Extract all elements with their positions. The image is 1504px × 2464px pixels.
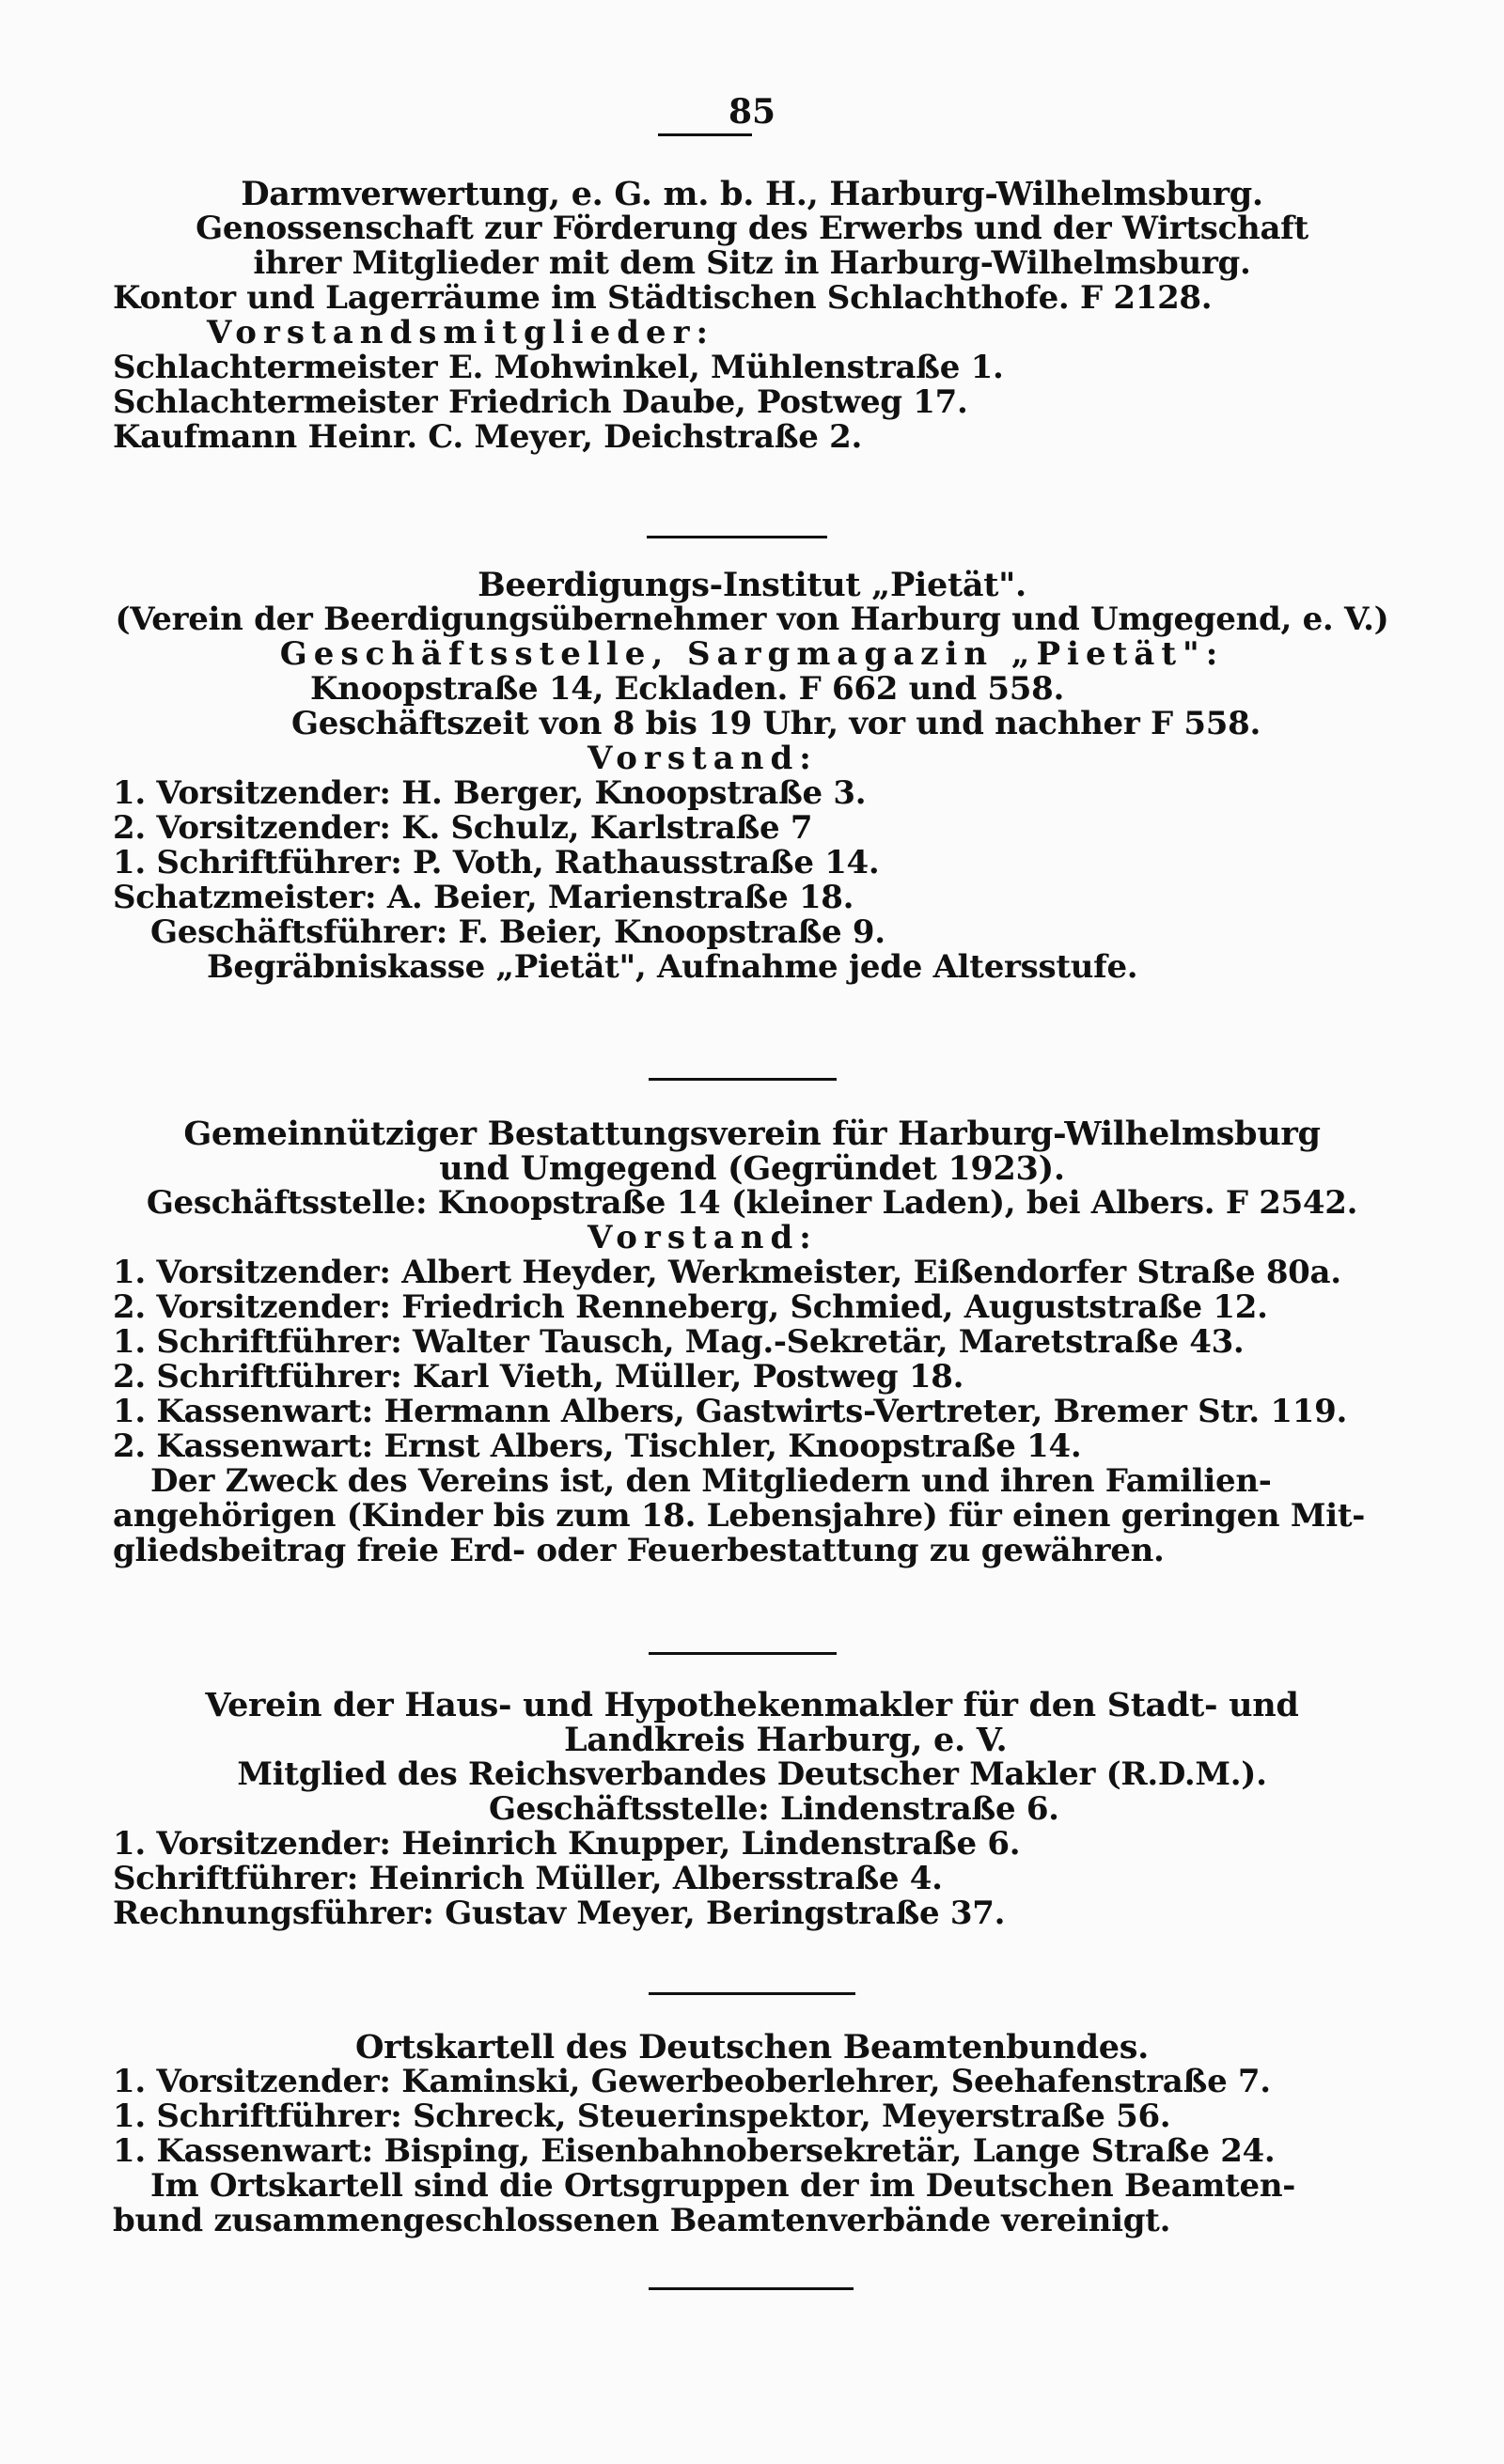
section-title: Landkreis Harburg, e. V. xyxy=(564,1721,1008,1759)
member-line: 1. Vorsitzender: Heinrich Knupper, Lindenstraße 6. xyxy=(113,1825,1021,1863)
member-line: Schriftführer: Heinrich Müller, Albersstraße 4. xyxy=(113,1860,943,1897)
purpose-line: angehörigen (Kinder bis zum 18. Lebensjahre) für einen geringen Mit- xyxy=(113,1497,1366,1535)
section-divider xyxy=(649,1078,837,1081)
member-line: Schlachtermeister Friedrich Daube, Postweg 17. xyxy=(113,383,968,421)
page-number: 85 xyxy=(728,92,776,132)
section-divider xyxy=(647,536,827,538)
section-subtitle: Genossenschaft zur Förderung des Erwerbs und der Wirtschaft xyxy=(196,210,1308,247)
member-line: 2. Vorsitzender: K. Schulz, Karlstraße 7 xyxy=(113,809,813,847)
member-line: 2. Schriftführer: Karl Vieth, Müller, Postweg 18. xyxy=(113,1358,964,1396)
bottom-rule xyxy=(649,2287,854,2290)
section-title: Darmverwertung, e. G. m. b. H., Harburg-Wilhelmsburg. xyxy=(241,175,1263,213)
section-title: Beerdigungs-Institut „Pietät". xyxy=(478,566,1026,604)
section-title: Ortskartell des Deutschen Beamtenbundes. xyxy=(354,2028,1150,2066)
purpose-line: Der Zweck des Vereins ist, den Mitgliedern und ihren Familien- xyxy=(150,1462,1272,1500)
address-line: Kontor und Lagerräume im Städtischen Schlachthofe. F 2128. xyxy=(113,279,1213,317)
address-line: Knoopstraße 14, Eckladen. F 662 und 558. xyxy=(310,670,1065,708)
section-beamtenbund xyxy=(113,2030,1391,2238)
board-heading: Vorstand: xyxy=(588,740,818,777)
member-line: Kaufmann Heinr. C. Meyer, Deichstraße 2. xyxy=(113,418,863,456)
member-line: 1. Kassenwart: Hermann Albers, Gastwirts-Vertreter, Bremer Str. 119. xyxy=(113,1393,1348,1430)
section-bestattungsverein xyxy=(113,1116,1391,1568)
member-line: 1. Vorsitzender: Albert Heyder, Werkmeister, Eißendorfer Straße 80a. xyxy=(113,1254,1341,1291)
address-line: Geschäftsstelle: Knoopstraße 14 (kleiner Laden), bei Albers. F 2542. xyxy=(146,1184,1358,1222)
member-line: Geschäftsführer: F. Beier, Knoopstraße 9. xyxy=(150,913,885,951)
section-title: Verein der Haus- und Hypothekenmakler für den Stadt- und xyxy=(205,1686,1299,1724)
section-maklerverein xyxy=(113,1688,1391,1931)
member-line: 1. Vorsitzender: Kaminski, Gewerbeoberlehrer, Seehafenstraße 7. xyxy=(113,2063,1271,2100)
section-darmverwertung xyxy=(113,177,1391,455)
member-line: 1. Kassenwart: Bisping, Eisenbahnobersekretär, Lange Straße 24. xyxy=(113,2132,1276,2170)
section-subtitle: ihrer Mitglieder mit dem Sitz in Harburg-Wilhelmsburg. xyxy=(253,244,1251,282)
member-line: 1. Schriftführer: P. Voth, Rathausstraße 14. xyxy=(113,844,880,881)
section-subtitle: Mitglied des Reichsverbandes Deutscher Makler (R.D.M.). xyxy=(237,1755,1267,1793)
section-divider xyxy=(649,1992,855,1995)
member-line: 1. Vorsitzender: H. Berger, Knoopstraße 3. xyxy=(113,774,867,812)
top-rule xyxy=(658,133,752,136)
section-subtitle: (Verein der Beerdigungsübernehmer von Harburg und Umgegend, e. V.) xyxy=(115,600,1389,638)
hours-line: Geschäftszeit von 8 bis 19 Uhr, vor und nachher F 558. xyxy=(291,705,1261,742)
member-line: Rechnungsführer: Gustav Meyer, Beringstraße 37. xyxy=(113,1895,1006,1932)
member-line: 2. Vorsitzender: Friedrich Renneberg, Schmied, Auguststraße 12. xyxy=(113,1288,1268,1326)
board-heading: Vorstandsmitglieder: xyxy=(207,314,715,351)
member-line: Schatzmeister: A. Beier, Marienstraße 18. xyxy=(113,879,854,916)
board-heading: Vorstand: xyxy=(588,1219,818,1256)
address-line: Geschäftsstelle: Lindenstraße 6. xyxy=(489,1790,1059,1828)
section-beerdigungs-institut xyxy=(113,568,1391,985)
note-line: bund zusammengeschlossenen Beamtenverbände vereinigt. xyxy=(113,2202,1171,2239)
note-line: Begräbniskasse „Pietät", Aufnahme jede Altersstufe. xyxy=(207,948,1138,986)
member-line: 1. Schriftführer: Walter Tausch, Mag.-Sekretär, Maretstraße 43. xyxy=(113,1323,1245,1361)
section-divider xyxy=(649,1652,837,1655)
section-title: Gemeinnütziger Bestattungsverein für Harburg-Wilhelmsburg xyxy=(183,1115,1321,1153)
office-heading: Geschäftsstelle, Sargmagazin „Pietät": xyxy=(279,635,1225,673)
member-line: Schlachtermeister E. Mohwinkel, Mühlenstraße 1. xyxy=(113,349,1004,386)
purpose-line: gliedsbeitrag freie Erd- oder Feuerbestattung zu gewähren. xyxy=(113,1532,1165,1569)
note-line: Im Ortskartell sind die Ortsgruppen der im Deutschen Beamten- xyxy=(150,2167,1296,2205)
member-line: 2. Kassenwart: Ernst Albers, Tischler, Knoopstraße 14. xyxy=(113,1427,1082,1465)
member-line: 1. Schriftführer: Schreck, Steuerinspektor, Meyerstraße 56. xyxy=(113,2098,1171,2135)
section-title: und Umgegend (Gegründet 1923). xyxy=(439,1149,1065,1188)
